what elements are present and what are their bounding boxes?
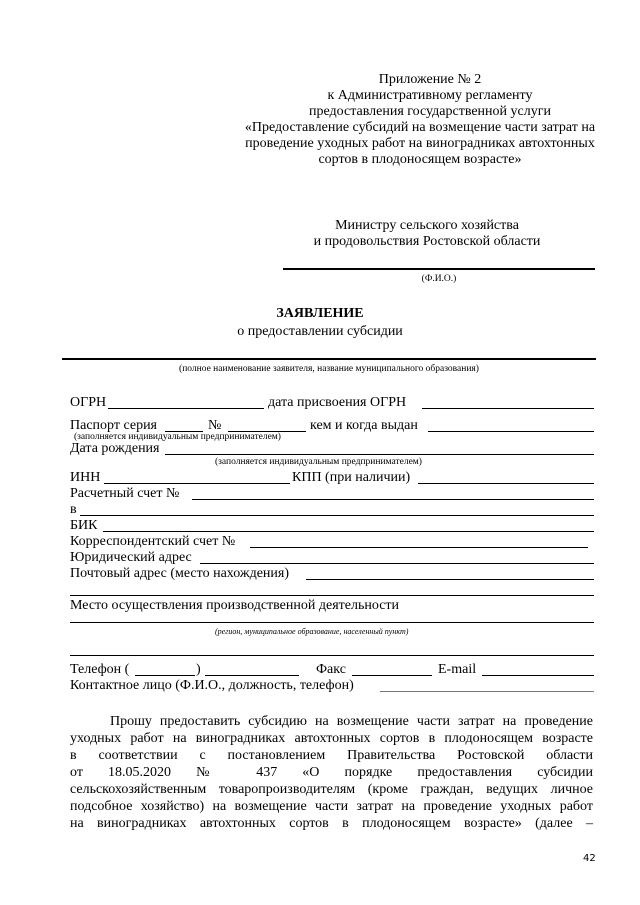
body-line-2: уходных работ на виноградниках автохтонных сортов в плодоносящем возрасте — [70, 731, 593, 746]
bik-input[interactable] — [103, 531, 594, 532]
ip-note-1: (заполняется индивидуальным предпринимателем) — [74, 432, 281, 442]
kpp-label: КПП (при наличии) — [292, 470, 411, 485]
appendix-number: Приложение № 2 — [378, 72, 482, 87]
kpp-input[interactable] — [418, 483, 594, 484]
body-line-6: подсобное хозяйство) на возмещение части затрат на проведение уходных работ — [70, 799, 593, 814]
page-number: 42 — [583, 853, 596, 864]
ogrn-input[interactable] — [108, 408, 264, 409]
appendix-line-3: предоставления государственной услуги — [309, 104, 551, 119]
page-subtitle: о предоставлении субсидии — [237, 324, 403, 339]
account-input[interactable] — [192, 499, 594, 500]
appendix-line-5: проведение уходных работ на виноградниках автохтонных — [245, 136, 595, 151]
applicant-name-line[interactable] — [62, 358, 596, 360]
ogrn-date-label: дата присвоения ОГРН — [268, 395, 407, 410]
ogrn-label: ОГРН — [70, 395, 107, 410]
phone-close: ) — [196, 662, 201, 677]
fax-input[interactable] — [352, 675, 432, 676]
appendix-line-2: к Административному регламенту — [327, 88, 533, 103]
passport-issued-label: кем и когда выдан — [310, 418, 418, 433]
ogrn-date-input[interactable] — [422, 408, 594, 409]
corr-account-label: Корреспондентский счет № — [70, 534, 236, 549]
postal-address-input-2[interactable] — [70, 595, 594, 596]
passport-number-label: № — [208, 418, 222, 433]
passport-series-label: Паспорт серия — [70, 418, 157, 433]
phone-label: Телефон ( — [70, 662, 130, 677]
place-caption: (регион, муниципальное образование, населенный пункт) — [215, 627, 409, 636]
email-input[interactable] — [482, 675, 594, 676]
fio-caption: (Ф.И.О.) — [421, 274, 457, 284]
birth-date-input[interactable] — [165, 454, 594, 455]
phone-code-input[interactable] — [135, 675, 195, 676]
corr-account-input[interactable] — [250, 547, 588, 548]
legal-address-label: Юридический адрес — [70, 550, 192, 565]
legal-address-input[interactable] — [200, 563, 594, 564]
passport-issued-input[interactable] — [428, 431, 594, 432]
email-label: E-mail — [438, 662, 477, 677]
body-line-4: от 18.05.2020 № 437 «О порядке предоставления субсидии — [70, 765, 593, 780]
fax-label: Факс — [316, 662, 346, 677]
appendix-line-6: сортов в плодоносящем возрасте» — [318, 152, 522, 167]
applicant-caption: (полное наименование заявителя, название муниципального образования) — [179, 364, 479, 374]
fio-line[interactable] — [283, 268, 595, 270]
body-line-1: Прошу предоставить субсидию на возмещение части затрат на проведение — [110, 714, 593, 729]
ip-note-2: (заполняется индивидуальным предпринимателем) — [215, 457, 422, 467]
body-line-3: в соответствии с постановлением Правительства Ростовской области — [70, 748, 593, 763]
production-place-input[interactable] — [70, 622, 594, 623]
contact-label: Контактное лицо (Ф.И.О., должность, телефон) — [70, 678, 354, 693]
appendix-line-4: «Предоставление субсидий на возмещение части затрат на — [244, 120, 596, 135]
body-line-5: сельскохозяйственным товаропроизводителям (кроме граждан, ведущих личное — [70, 782, 593, 797]
postal-address-input[interactable] — [306, 579, 594, 580]
inn-label: ИНН — [70, 470, 101, 485]
birth-date-label: Дата рождения — [70, 441, 160, 456]
bank-label: в — [70, 502, 77, 517]
body-line-7: на виноградниках автохтонных сортов в плодоносящем возрасте» (далее – — [70, 816, 593, 831]
bank-input[interactable] — [80, 515, 594, 516]
extra-input-line[interactable] — [70, 655, 594, 656]
postal-address-label: Почтовый адрес (место нахождения) — [70, 566, 289, 581]
page-title: ЗАЯВЛЕНИЕ — [276, 306, 364, 321]
phone-input[interactable] — [205, 675, 299, 676]
addressee-line-1: Министру сельского хозяйства — [335, 218, 519, 233]
account-label: Расчетный счет № — [70, 486, 180, 501]
addressee-line-2: и продовольствия Ростовской области — [313, 234, 541, 249]
contact-input[interactable] — [380, 691, 594, 692]
production-place-label: Место осуществления производственной деятельности — [70, 598, 400, 613]
bik-label: БИК — [70, 518, 98, 533]
inn-input[interactable] — [104, 483, 290, 484]
